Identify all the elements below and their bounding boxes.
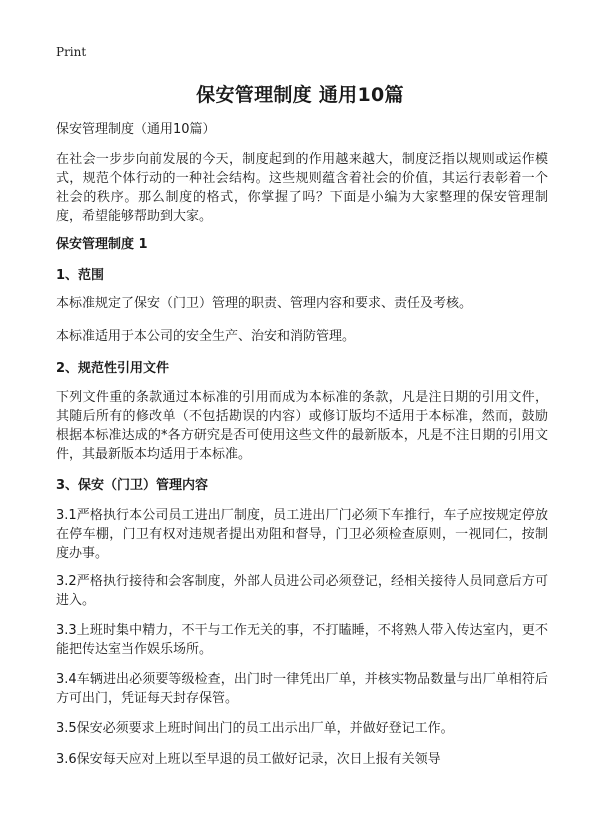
paragraph-references: 下列文件重的条款通过本标准的引用而成为本标准的条款，凡是注日期的引用文件，其随后所有的修改单（不包括勘误的内容）或修订版均不适用于本标准，然而，鼓励根据本标准达成的*各方研究是否可使用这些文件的最新版本，凡是不注日期的引用文件，其最新版本均适用于本标准。: [56, 390, 548, 462]
clause-3-3: 3.3上班时集中精力，不干与工作无关的事，不打瞌睡，不将熟人带入传达室内，更不能把传达室当作娱乐场所。: [56, 623, 548, 657]
clause-3-6: 3.6保安每天应对上班以至早退的员工做好记录，次日上报有关领导: [56, 752, 441, 767]
paragraph-scope-2: 本标准适用于本公司的安全生产、治安和消防管理。: [56, 329, 356, 344]
heading-references: 2、规范性引用文件: [56, 361, 170, 376]
document-subtitle: 保安管理制度（通用10篇）: [56, 122, 216, 137]
heading-scope: 1、范围: [56, 268, 105, 283]
document-title: 保安管理制度 通用10篇: [196, 84, 404, 106]
clause-3-2: 3.2严格执行接待和会客制度，外部人员进公司必须登记，经相关接待人员同意后方可进入。: [56, 574, 548, 608]
heading-management: 3、保安（门卫）管理内容: [56, 478, 209, 493]
clause-3-5: 3.5保安必须要求上班时间出门的员工出示出厂单，并做好登记工作。: [56, 721, 454, 736]
print-label: Print: [56, 45, 87, 59]
paragraph-scope-1: 本标准规定了保安（门卫）管理的职责、管理内容和要求、责任及考核。: [56, 296, 473, 311]
intro-paragraph: 在社会一步步向前发展的今天，制度起到的作用越来越大，制度泛指以规则或运作模式，规范个体行动的一种社会结构。这些规则蕴含着社会的价值，其运行表彰着一个社会的秩序。那么制度的格式，你掌握了吗？下面是小编为大家整理的保安管理制度，希望能够帮助到大家。: [56, 152, 548, 224]
clause-3-1: 3.1严格执行本公司员工进出厂制度，员工进出厂门必须下车推行，车子应按规定停放在停车棚，门卫有权对违规者提出劝阻和督导，门卫必须检查原则，一视同仁，按制度办事。: [56, 508, 548, 561]
section-title: 保安管理制度 1: [56, 237, 148, 252]
clause-3-4: 3.4车辆进出必须要等级检查，出门时一律凭出厂单，并核实物品数量与出厂单相符后方可出门，凭证每天封存保管。: [56, 672, 548, 706]
